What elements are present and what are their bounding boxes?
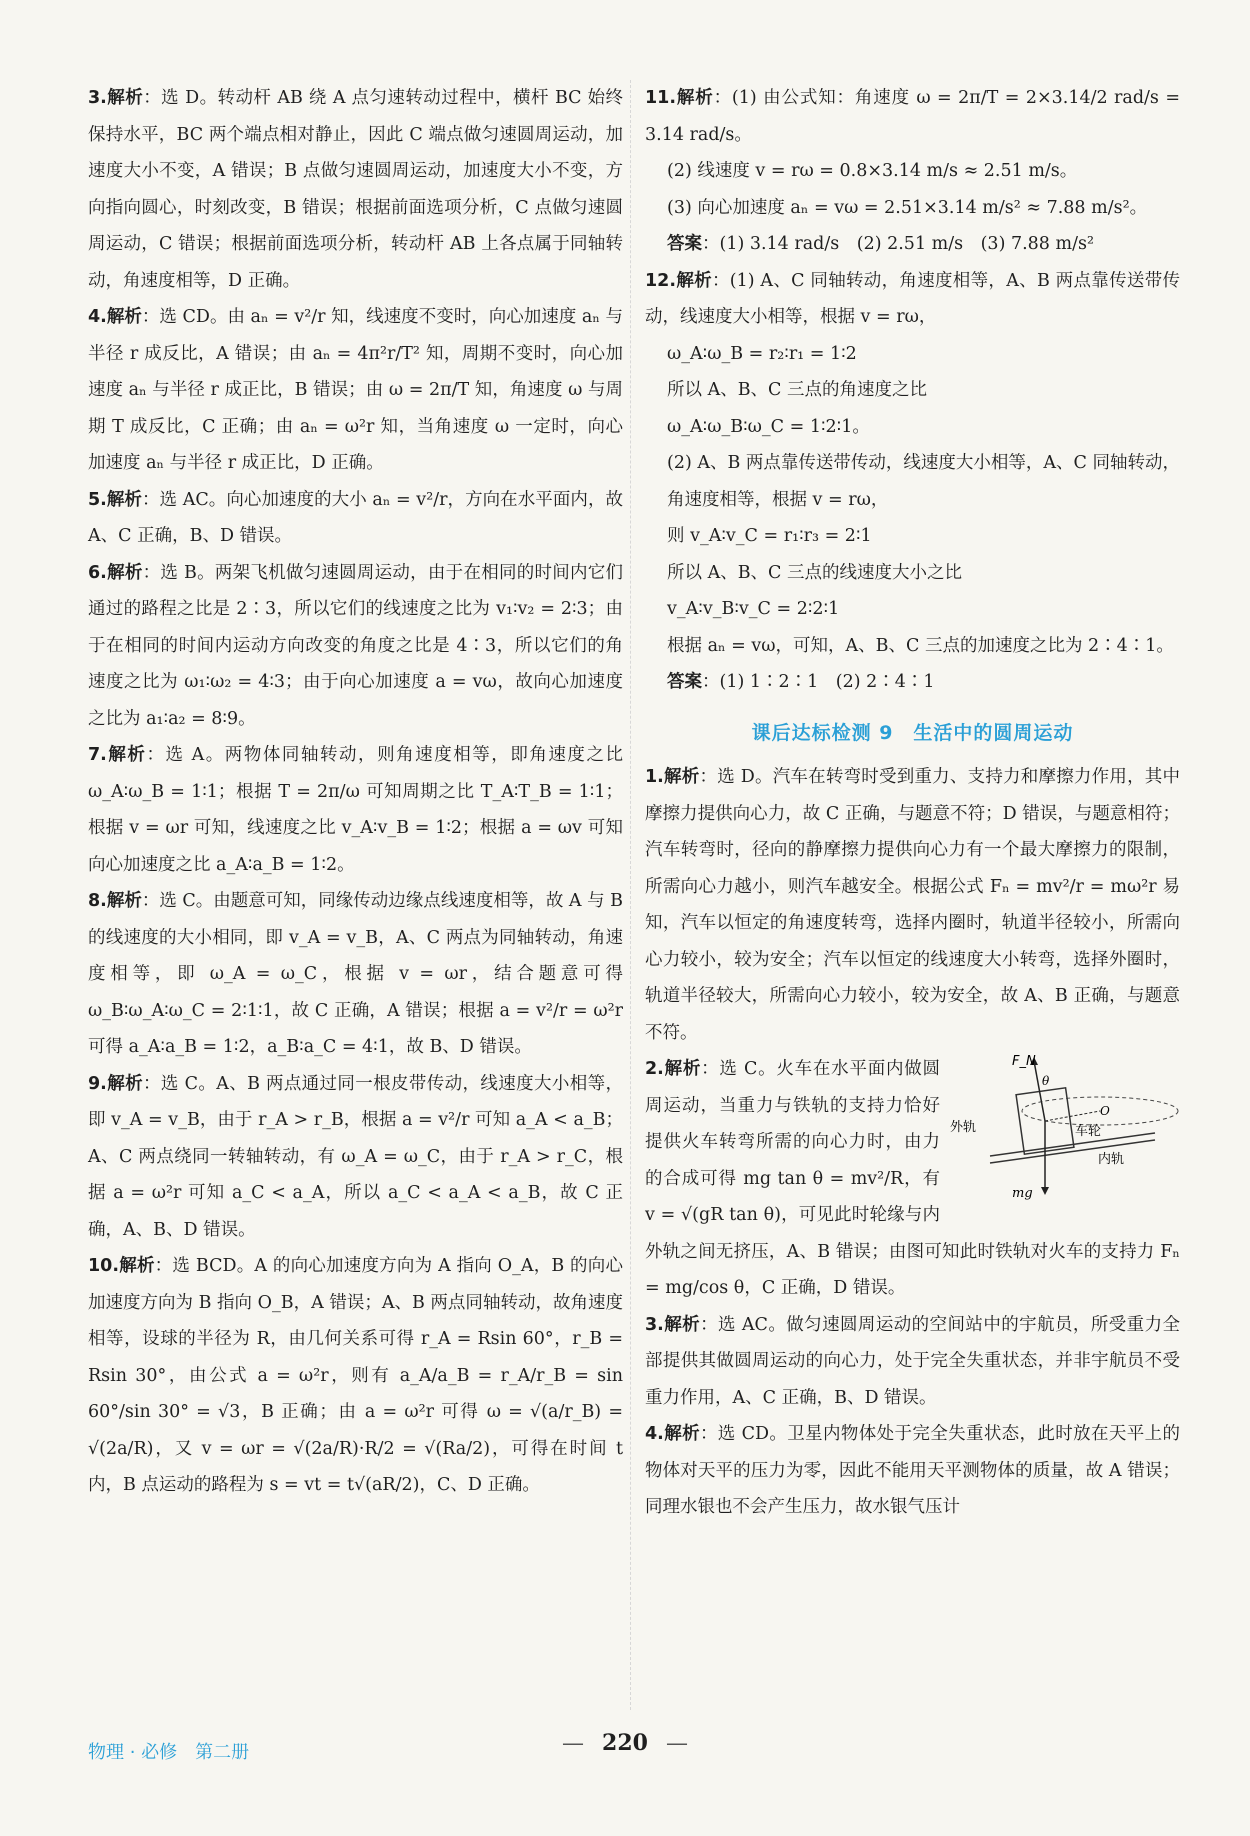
page-number-text: 220: [602, 1730, 648, 1756]
answer-label: 答案: [667, 234, 702, 254]
item-line: ：(1) 由公式知：角速度 ω = 2π/T = 2×3.14/2 rad/s = 3.14 rad/s。: [645, 88, 1180, 145]
item-text: ：选 AC。向心加速度的大小 aₙ = v²/r，方向在水平面内，故 A、C 正确，B、D 错误。: [88, 489, 624, 546]
label-outer-rail: 外轨: [950, 1120, 977, 1135]
item-tag: 解析: [663, 1314, 701, 1335]
solution-3: [88, 80, 623, 299]
item-number: 4.: [645, 1424, 664, 1444]
answer-label: 答案: [667, 672, 702, 692]
item-text: ：选 B。两架飞机做匀速圆周运动，由于在相同的时间内它们通过的路程之比是 2∶3，所以它们的线速度之比为 v₁∶v₂ = 2∶3；由于在相同的时间内运动方向改变的角度之比是 4∶3，所以它们的角速度之比为 ω₁∶ω₂ = 4∶3；由于向心加速度 a = vω，故向心加速度之比为 a₁∶a₂ = 8∶9。: [88, 562, 624, 729]
item-tag: 解析: [676, 270, 712, 291]
column-divider: [630, 80, 631, 1710]
item-number: 3.: [645, 1314, 664, 1335]
item-tag: 解析: [663, 1424, 700, 1444]
item-tag: 解析: [676, 88, 714, 108]
right-column: [645, 80, 1180, 1526]
item-line: (2) 线速度 v = rω = 0.8×3.14 m/s ≈ 2.51 m/s。: [667, 161, 1078, 181]
page-number: — 220 —: [562, 1730, 688, 1756]
item-number: 3.: [88, 88, 107, 108]
label-mg: mg: [1012, 1186, 1033, 1201]
section-solution-4: [645, 1416, 1180, 1526]
item-number: 7.: [88, 745, 107, 765]
item-line: 所以 A、B、C 三点的角速度之比: [667, 380, 928, 400]
item-line: ω_A∶ω_B∶ω_C = 1∶2∶1。: [667, 416, 870, 437]
item-tag: 解析: [106, 88, 144, 108]
solution-11: [645, 80, 1180, 263]
section-solution-3: [645, 1307, 1180, 1417]
item-text: ：选 AC。做匀速圆周运动的空间站中的宇航员，所受重力全部提供其做圆周运动的向心力，处于完全失重状态，并非宇航员不受重力作用，A、C 正确，B、D 错误。: [645, 1314, 1180, 1408]
item-line: (2) A、B 两点靠传送带传动，线速度大小相等，A、C 同轴转动，角速度相等，根据 v = rω，: [667, 453, 1181, 510]
item-text: ：选 C。由题意可知，同缘传动边缘点线速度相等，故 A 与 B 的线速度的大小相同，即 v_A = v_B，A、C 两点为同轴转动，角速度相等，即 ω_A = ω_C，根据 v = ωr，结合题意可得 ω_B∶ω_A∶ω_C = 2∶1∶1，故 C 正确，A 错误；根据 a = v²/r = ω²r 可得 a_A∶a_B = 1∶2，a_B∶a_C = 4∶1，故 B、D 错误。: [88, 891, 624, 1057]
item-tag: 解析: [106, 891, 142, 911]
answer-text: ：(1) 3.14 rad/s (2) 2.51 m/s (3) 7.88 m/s²: [702, 234, 1094, 254]
item-line: (3) 向心加速度 aₙ = vω = 2.51×3.14 m/s² ≈ 7.88 m/s²。: [667, 197, 1148, 218]
label-inner-rail: 内轨: [1098, 1152, 1125, 1167]
item-number: 4.: [88, 307, 107, 327]
item-number: 2.: [645, 1059, 664, 1079]
item-text: ：选 C。火车在水平面内做圆周运动，当重力与铁轨的支持力恰好提供火车转弯所需的向心力时，由力的合成可得 mg tan θ = mv²/R，有 v = √(gR tan θ)，可见此时轮缘与内外轨之间无挤压，A、B 错误；由图可知此时铁轨对火车的支持力 Fₙ = mg/cos θ，C 正确，D 错误。: [645, 1059, 1180, 1298]
solution-4: [88, 299, 623, 482]
item-number: 6.: [88, 562, 107, 583]
item-text: ：选 A。两物体同轴转动，则角速度相等，即角速度之比 ω_A∶ω_B = 1∶1；根据 T = 2π/ω 可知周期之比 T_A∶T_B = 1∶1；根据 v = ωr 可知，线速度之比 v_A∶v_B = 1∶2；根据 a = ωv 可知向心加速度之比 a_A∶a_B = 1∶2。: [88, 745, 624, 875]
item-line: v_A∶v_B∶v_C = 2∶2∶1: [667, 599, 840, 619]
label-wheel: 车轮: [1075, 1124, 1102, 1139]
item-line: ω_A∶ω_B = r₂∶r₁ = 1∶2: [667, 343, 857, 364]
label-theta: θ: [1042, 1074, 1050, 1088]
item-number: 8.: [88, 891, 107, 911]
label-o: O: [1100, 1104, 1110, 1118]
solution-12: [645, 263, 1180, 701]
solution-8: [88, 883, 623, 1066]
item-tag: 解析: [106, 562, 143, 583]
item-line: 所以 A、B、C 三点的线速度大小之比: [667, 562, 963, 583]
item-text: ：选 CD。卫星内物体处于完全失重状态，此时放在天平上的物体对天平的压力为零，因此不能用天平测物体的质量，故 A 错误；同理水银也不会产生压力，故水银气压计: [645, 1424, 1181, 1517]
item-tag: 解析: [663, 1059, 702, 1079]
section-title: 课后达标检测 9 生活中的圆周运动: [751, 721, 1074, 744]
answer-line: [645, 664, 1180, 701]
item-number: 1.: [645, 767, 664, 787]
train-track-diagram: [950, 1051, 1180, 1201]
item-text: ：选 C。A、B 两点通过同一根皮带传动，线速度大小相等，即 v_A = v_B，由于 r_A > r_B，根据 a = v²/r 可知 a_A < a_B；A、C 两点绕同一转轴转动，有 ω_A = ω_C，由于 r_A > r_C，根据 a = ω²r 可知 a_C < a_A，所以 a_C < a_A < a_B，故 C 正确，A、B、D 错误。: [88, 1073, 624, 1240]
item-tag: 解析: [106, 1073, 143, 1094]
answer-line: [645, 226, 1180, 263]
item-line: 则 v_A∶v_C = r₁∶r₃ = 2∶1: [667, 526, 872, 546]
item-line: 根据 aₙ = vω，可知，A、B、C 三点的加速度之比为 2∶4∶1。: [667, 635, 1174, 656]
item-tag: 解析: [663, 767, 700, 787]
item-text: ：选 CD。由 aₙ = v²/r 知，线速度不变时，向心加速度 aₙ 与半径 r 成反比，A 错误；由 aₙ = 4π²r/T² 知，周期不变时，向心加速度 aₙ 与半径 r 成正比，B 错误；由 ω = 2π/T 知，角速度 ω 与周期 T 成反比，C 正确；由 aₙ = ω²r 知，当角速度 ω 一定时，向心加速度 aₙ 与半径 r 成正比，D 正确。: [88, 307, 624, 473]
item-number: 9.: [88, 1073, 107, 1094]
solution-9: [88, 1066, 623, 1249]
left-column: [88, 80, 623, 1504]
section-solution-2: [645, 1051, 1180, 1307]
solution-6: [88, 555, 623, 738]
item-text: ：选 D。汽车在转弯时受到重力、支持力和摩擦力作用，其中摩擦力提供向心力，故 C 正确，与题意不符；D 错误，与题意相符；汽车转弯时，径向的静摩擦力提供向心力有一个最大摩擦力的限制，所需向心力越小，则汽车越安全。根据公式 Fₙ = mv²/r = mω²r 易知，汽车以恒定的角速度转弯，选择内圈时，轨道半径较小，所需向心力较小，较为安全；汽车以恒定的线速度大小转弯，选择外圈时，轨道半径较大，所需向心力较小，较为安全，故 A、B 正确，与题意不符。: [645, 767, 1181, 1043]
item-text: ：选 BCD。A 的向心加速度方向为 A 指向 O_A，B 的向心加速度方向为 B 指向 O_B，A 错误；A、B 两点同轴转动，故角速度相等，设球的半径为 R，由几何关系可得 r_A = Rsin 60°，r_B = Rsin 30°，由公式 a = ω²r，则有 a_A/a_B = r_A/r_B = sin 60°/sin 30° = √3，B 正确；由 a = ω²r 可得 ω = √(a/r_B) = √(2a/R)，又 v = ωr = √(2a/R)·R/2 = √(Ra/2)，可得在时间 t 内，B 点运动的路程为 s = vt = t√(aR/2)，C、D 正确。: [88, 1256, 623, 1495]
item-number: 5.: [88, 489, 107, 510]
item-text: ：选 D。转动杆 AB 绕 A 点匀速转动过程中，横杆 BC 始终保持水平，BC 两个端点相对静止，因此 C 端点做匀速圆周运动，加速度大小不变，A 错误；B 点做匀速圆周运动，加速度大小不变，方向指向圆心，时刻改变，B 错误；根据前面选项分析，C 点做匀速圆周运动，C 错误；根据前面选项分析，转动杆 AB 上各点属于同轴转动，角速度相等，D 正确。: [88, 88, 624, 291]
label-fn: F_N: [1012, 1054, 1036, 1069]
item-tag: 解析: [119, 1256, 155, 1276]
item-line: ：(1) A、C 同轴转动，角速度相等，A、B 两点靠传送带传动，线速度大小相等，根据 v = rω，: [645, 270, 1181, 327]
solution-5: [88, 482, 623, 555]
item-number: 10.: [88, 1256, 120, 1276]
item-tag: 解析: [106, 307, 142, 327]
item-number: 11.: [645, 88, 677, 108]
answer-text: ：(1) 1∶2∶1 (2) 2∶4∶1: [702, 672, 935, 692]
item-number: 12.: [645, 270, 677, 291]
item-tag: 解析: [106, 489, 142, 510]
solution-10: [88, 1248, 623, 1504]
book-title: 物理 · 必修 第二册: [88, 1742, 250, 1763]
section-solution-1: [645, 759, 1180, 1051]
solution-7: [88, 737, 623, 883]
item-tag: 解析: [106, 745, 147, 765]
